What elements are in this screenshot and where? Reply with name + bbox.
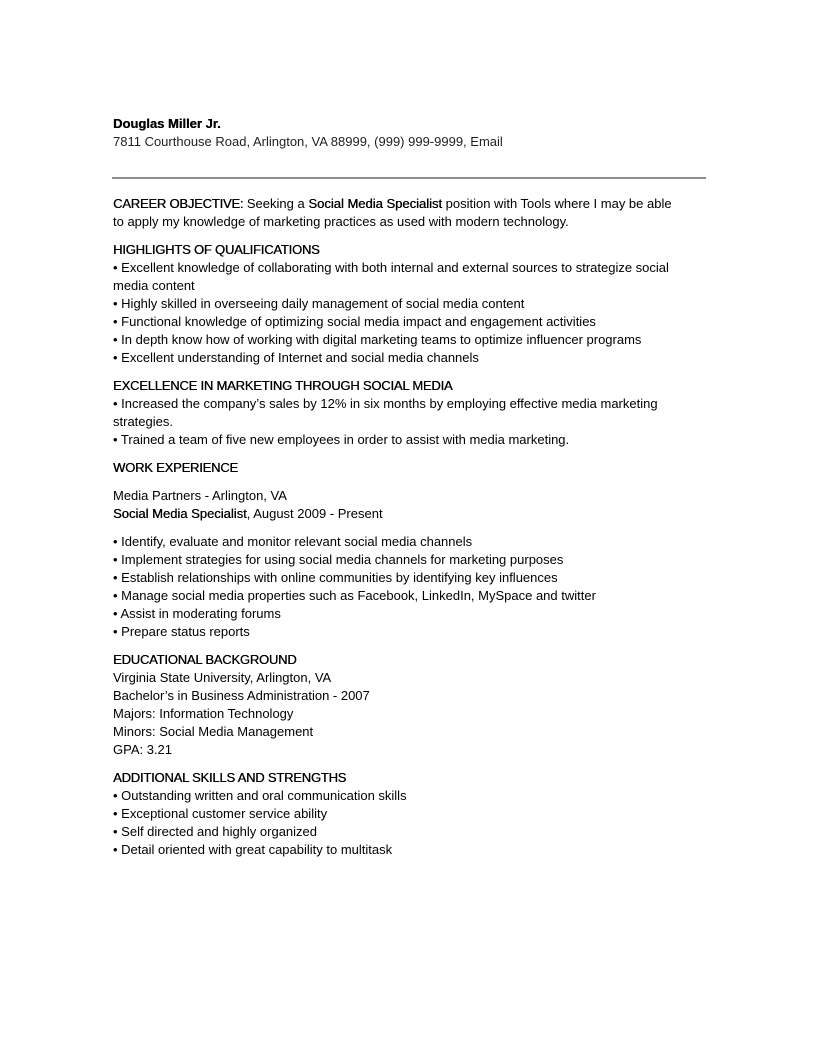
list-item: • Excellent knowledge of collaborating with both internal and external sources to strategize social [113, 260, 669, 275]
highlights-title: HIGHLIGHTS OF QUALIFICATIONS [113, 242, 320, 257]
job-dates: , August 2009 - Present [246, 506, 383, 521]
education-title: EDUCATIONAL BACKGROUND [113, 652, 297, 667]
list-item: • In depth know how of working with digital marketing teams to optimize influencer programs [113, 332, 642, 347]
list-item: • Detail oriented with great capability to multitask [113, 842, 393, 857]
list-item: • Assist in moderating forums [113, 606, 281, 621]
objective-post: position with Tools where I may be able [445, 196, 672, 211]
education-line: Majors: Information Technology [113, 706, 294, 721]
list-item: • Implement strategies for using social media channels for marketing purposes [113, 552, 564, 567]
education-line: Bachelor’s in Business Administration - 2007 [113, 688, 370, 703]
list-item: • Increased the company’s sales by 12% in six months by employing effective media marketing [113, 396, 658, 411]
excellence-list [113, 395, 713, 449]
list-item: • Highly skilled in overseeing daily management of social media content [113, 296, 525, 311]
list-item: • Prepare status reports [113, 624, 250, 639]
header-divider [112, 177, 706, 179]
objective-line-2: to apply my knowledge of marketing practices as used with modern technology. [113, 214, 569, 229]
list-item: • Identify, evaluate and monitor relevant social media channels [113, 534, 473, 549]
objective-pre: Seeking a [246, 196, 305, 211]
skills-list [113, 787, 713, 859]
candidate-name: Douglas Miller Jr. [113, 116, 221, 131]
list-item: strategies. [113, 414, 173, 429]
employer-line: Media Partners - Arlington, VA [113, 488, 287, 503]
career-objective-section [113, 195, 713, 231]
list-item: • Manage social media properties such as Facebook, LinkedIn, MySpace and twitter [113, 588, 596, 603]
work-experience-title: WORK EXPERIENCE [113, 460, 238, 475]
career-objective-label: CAREER OBJECTIVE: [113, 196, 244, 211]
excellence-title: EXCELLENCE IN MARKETING THROUGH SOCIAL MEDIA [113, 378, 453, 393]
excellence-section [113, 377, 713, 449]
list-item: media content [113, 278, 195, 293]
contact-line: 7811 Courthouse Road, Arlington, VA 88999, (999) 999-9999, Email [113, 134, 503, 149]
list-item: • Self directed and highly organized [113, 824, 318, 839]
education-line: Minors: Social Media Management [113, 724, 314, 739]
education-line: GPA: 3.21 [113, 742, 173, 757]
skills-title: ADDITIONAL SKILLS AND STRENGTHS [113, 770, 347, 785]
list-item: • Functional knowledge of optimizing social media impact and engagement activities [113, 314, 596, 329]
education-section [113, 651, 713, 759]
objective-role: Social Media Specialist [308, 196, 443, 211]
list-item: • Exceptional customer service ability [113, 806, 328, 821]
list-item: • Establish relationships with online communities by identifying key influences [113, 570, 558, 585]
job-title-line [113, 505, 713, 523]
skills-section [113, 769, 713, 859]
work-experience-section [113, 459, 713, 641]
highlights-list [113, 259, 713, 367]
list-item: • Trained a team of five new employees in order to assist with media marketing. [113, 432, 570, 447]
work-duties-list [113, 533, 713, 641]
list-item: • Outstanding written and oral communication skills [113, 788, 407, 803]
highlights-section [113, 241, 713, 367]
list-item: • Excellent understanding of Internet and social media channels [113, 350, 479, 365]
education-line: Virginia State University, Arlington, VA [113, 670, 332, 685]
job-role: Social Media Specialist [113, 506, 247, 521]
